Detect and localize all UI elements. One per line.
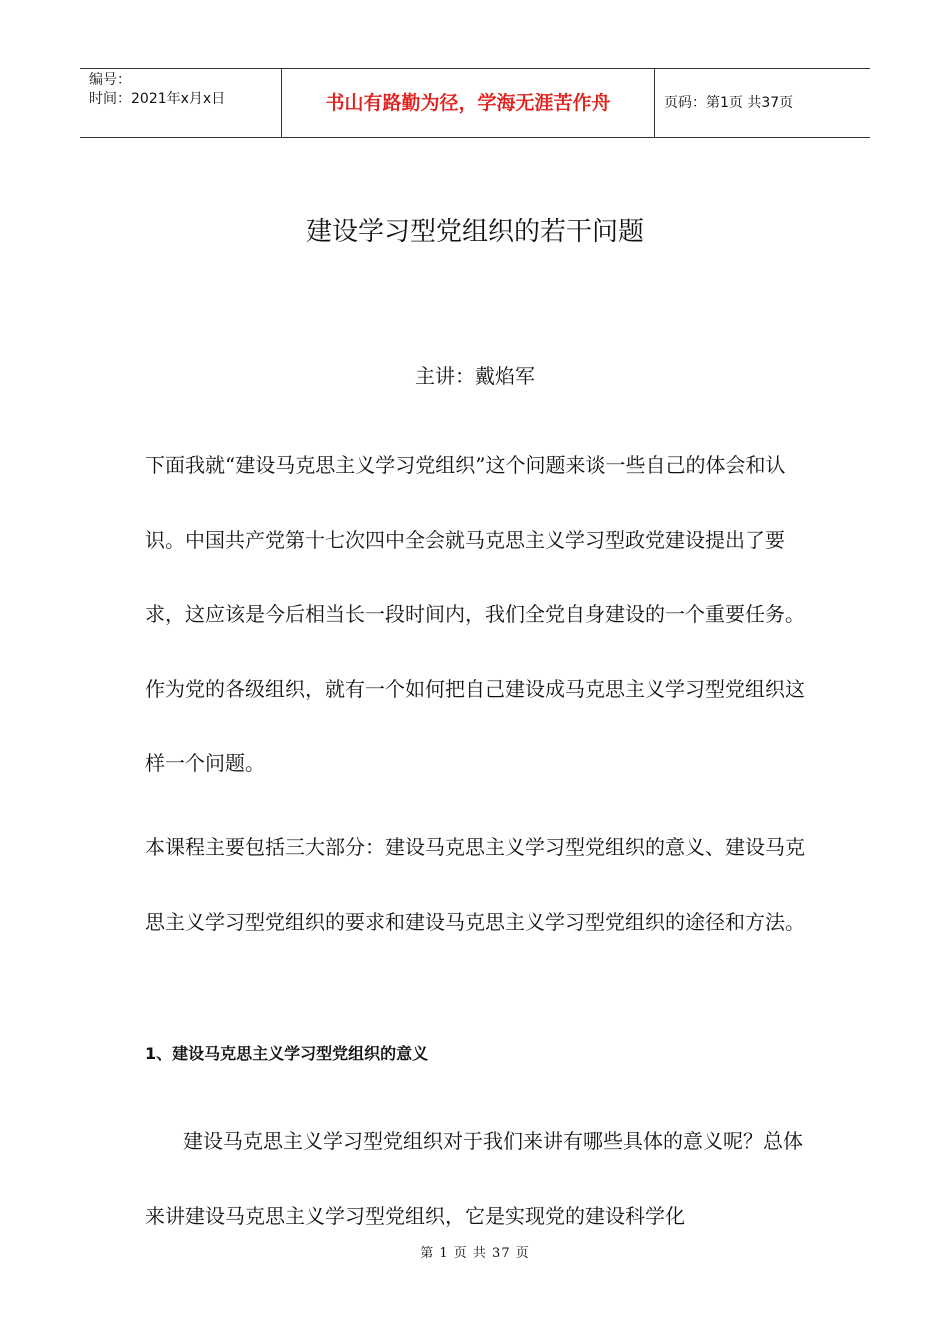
section-heading-1: 1、建设马克思主义学习型党组织的意义 xyxy=(145,1044,429,1063)
document-header xyxy=(80,68,870,138)
paragraph-section-1: 建设马克思主义学习型党组织对于我们来讲有哪些具体的意义呢？总体来讲建设马克思主义学习型党组织，它是实现党的建设科学化 xyxy=(145,1129,803,1228)
time-label: 时间：2021年x月x日 xyxy=(89,91,226,107)
paragraph-course-outline: 本课程主要包括三大部分：建设马克思主义学习型党组织的意义、建设马克思主义学习型党组织的要求和建设马克思主义学习型党组织的途径和方法。 xyxy=(145,835,805,934)
header-motto: 书山有路勤为径，学海无涯苦作舟 xyxy=(282,69,655,137)
speaker-line: 主讲：戴焰军 xyxy=(415,364,535,388)
header-page-info: 页码：第1页 共37页 xyxy=(664,95,794,111)
header-meta-cell xyxy=(80,69,282,137)
document-title: 建设学习型党组织的若干问题 xyxy=(305,217,644,247)
page-footer: 第 1 页 共 37 页 xyxy=(420,1246,530,1261)
paragraph-intro: 下面我就“建设马克思主义学习党组织”这个问题来谈一些自己的体会和认识。中国共产党第十七次四中全会就马克思主义学习型政党建设提出了要求，这应该是今后相当长一段时间内，我们全党自身建设的一个重要任务。作为党的各级组织，就有一个如何把自己建设成马克思主义学习型党组织这样一个问题。 xyxy=(145,453,805,775)
number-label: 编号： xyxy=(89,72,131,88)
